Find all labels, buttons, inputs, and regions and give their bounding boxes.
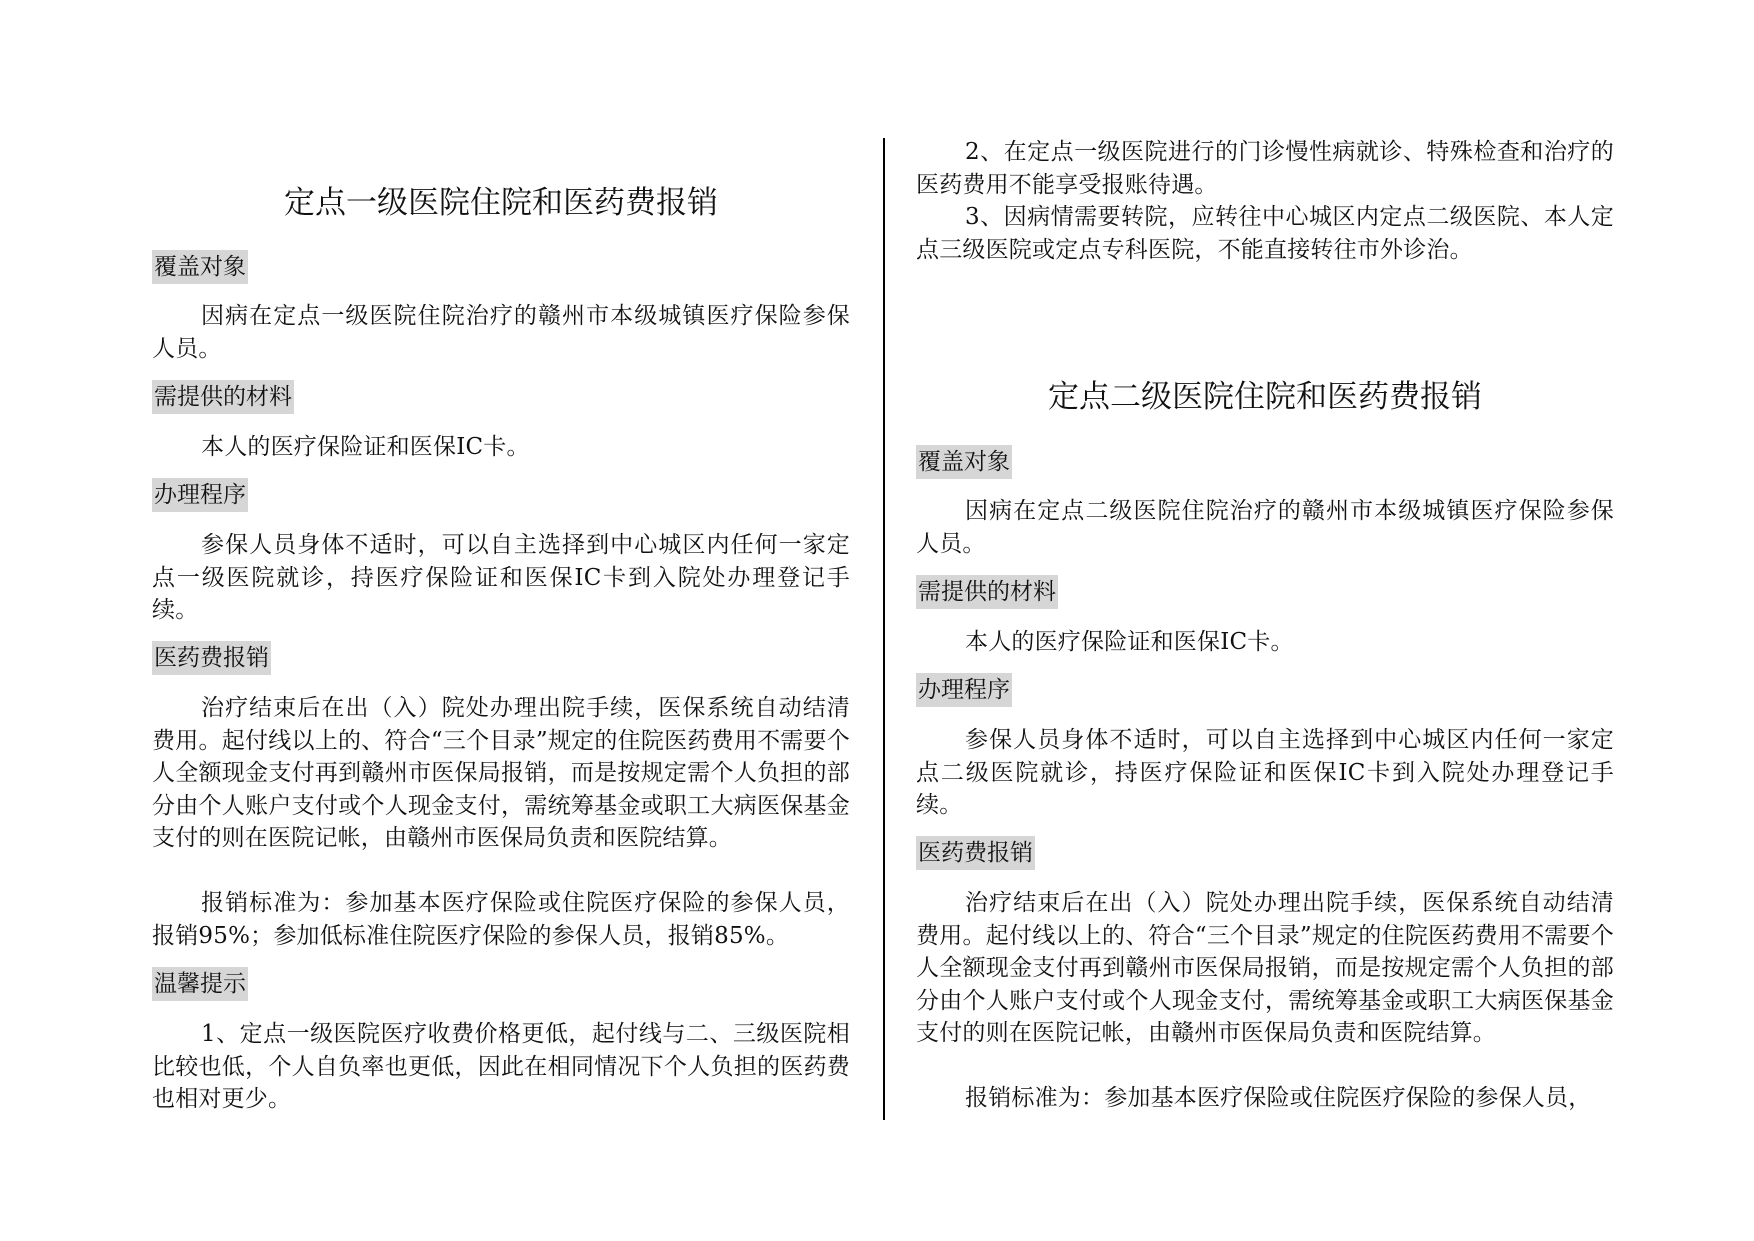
tip-paragraph-1: 1、定点一级医院医疗收费价格更低，起付线与二、三级医院相比较也低，个人自负率也更低，因此在相同情况下个人负担的医药费也相对更少。: [152, 1021, 850, 1112]
standard-paragraph-2: 报销标准为：参加基本医疗保险或住院医疗保险的参保人员，: [965, 1085, 1592, 1111]
section-title-second: 定点二级医院住院和医药费报销: [1048, 379, 1482, 415]
section-heading-coverage-2: 覆盖对象: [916, 445, 1012, 479]
standard-paragraph: 报销标准为：参加基本医疗保险或住院医疗保险的参保人员，报销95%；参加低标准住院医疗保险的参保人员，报销85%。: [152, 890, 850, 949]
section-heading-procedure: 办理程序: [152, 478, 248, 512]
section-heading-materials-2: 需提供的材料: [916, 575, 1058, 609]
reimbursement-paragraph: 治疗结束后在出（入）院处办理出院手续，医保系统自动结清费用。起付线以上的、符合“三个目录”规定的住院医药费用不需要个人全额现金支付再到赣州市医保局报销，而是按规定需个人负担的部分由个人账户支付或个人现金支付，需统筹基金或职工大病医保基金支付的则在医院记帐，由赣州市医保局负责和医院结算。: [152, 695, 850, 851]
coverage-paragraph-2: 因病在定点二级医院住院治疗的赣州市本级城镇医疗保险参保人员。: [916, 498, 1614, 557]
section-heading-materials: 需提供的材料: [152, 380, 294, 414]
reimbursement-paragraph-2: 治疗结束后在出（入）院处办理出院手续，医保系统自动结清费用。起付线以上的、符合“三个目录”规定的住院医药费用不需要个人全额现金支付再到赣州市医保局报销，而是按规定需个人负担的部分由个人账户支付或个人现金支付，需统筹基金或职工大病医保基金支付的则在医院记帐，由赣州市医保局负责和医院结算。: [916, 890, 1614, 1046]
section-heading-reimbursement-2: 医药费报销: [916, 836, 1035, 870]
materials-paragraph: 本人的医疗保险证和医保IC卡。: [201, 434, 530, 460]
materials-paragraph-2: 本人的医疗保险证和医保IC卡。: [965, 629, 1294, 655]
tip-paragraph-2: 2、在定点一级医院进行的门诊慢性病就诊、特殊检查和治疗的医药费用不能享受报账待遇。: [916, 139, 1614, 198]
tip-paragraph-3: 3、因病情需要转院，应转往中心城区内定点二级医院、本人定点三级医院或定点专科医院，不能直接转往市外诊治。: [916, 204, 1614, 263]
section-heading-reimbursement: 医药费报销: [152, 641, 271, 675]
section-heading-procedure-2: 办理程序: [916, 673, 1012, 707]
column-divider: [883, 138, 885, 1120]
coverage-paragraph: 因病在定点一级医院住院治疗的赣州市本级城镇医疗保险参保人员。: [152, 303, 850, 362]
section-heading-tips: 温馨提示: [152, 967, 248, 1001]
procedure-paragraph: 参保人员身体不适时，可以自主选择到中心城区内任何一家定点一级医院就诊，持医疗保险证和医保IC卡到入院处办理登记手续。: [152, 532, 850, 623]
section-heading-coverage: 覆盖对象: [152, 250, 248, 284]
procedure-paragraph-2: 参保人员身体不适时，可以自主选择到中心城区内任何一家定点二级医院就诊，持医疗保险证和医保IC卡到入院处办理登记手续。: [916, 727, 1614, 818]
page-title: 定点一级医院住院和医药费报销: [284, 185, 718, 221]
